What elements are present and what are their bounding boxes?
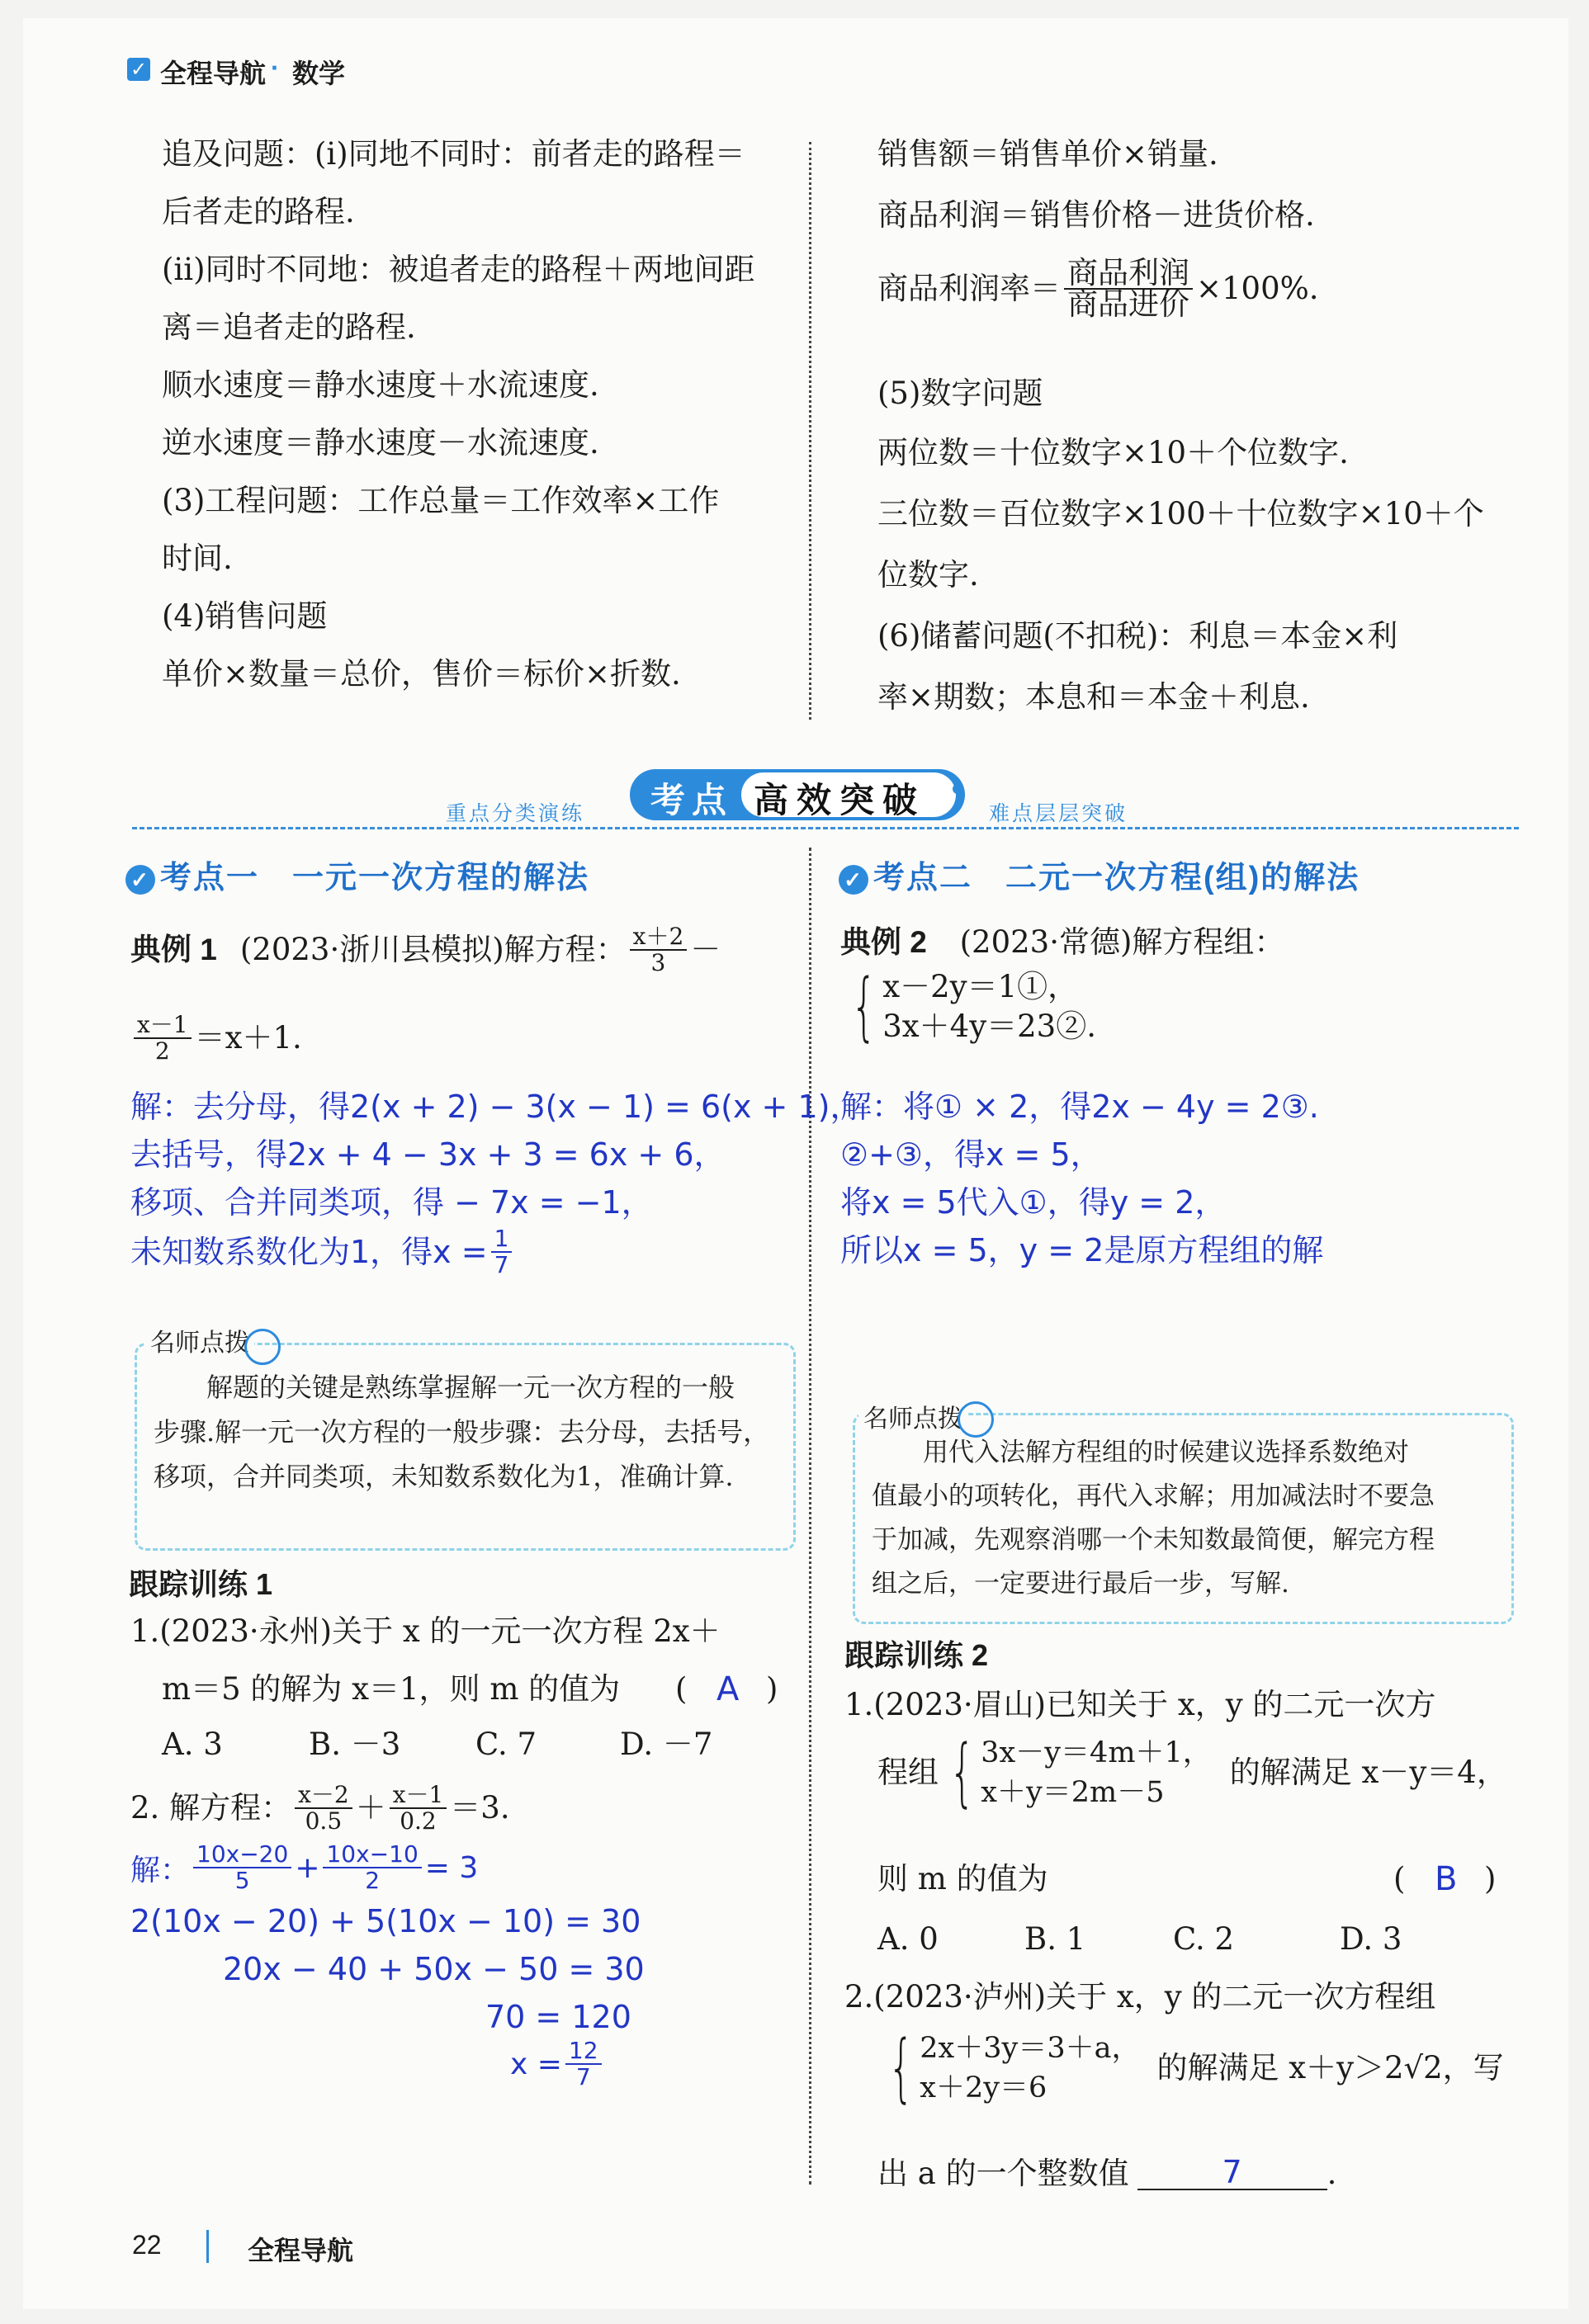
answer-paren-close: ) bbox=[766, 1671, 778, 1707]
text-line: 两位数＝十位数字×10＋个位数字. bbox=[877, 435, 1349, 470]
fraction bbox=[193, 1842, 291, 1893]
answer-paren-close: ) bbox=[1484, 1861, 1497, 1897]
header-dot: · bbox=[271, 53, 280, 83]
footer-separator bbox=[206, 2230, 209, 2263]
solution-text: 解： bbox=[130, 1853, 191, 1887]
question-text: 的解满足 x＋y＞2√2，写 bbox=[1156, 2050, 1504, 2085]
banner-tag: 考点 bbox=[650, 781, 734, 820]
solution-line: 去括号，得2x + 4 − 3x + 3 = 6x + 6， bbox=[130, 1136, 726, 1173]
left-brace-icon: { bbox=[887, 2024, 915, 2111]
solution-line bbox=[510, 2038, 605, 2090]
column-divider bbox=[809, 848, 811, 2185]
banner-dot bbox=[953, 784, 962, 794]
text-line: 后者走的路程. bbox=[162, 194, 355, 229]
fraction-denominator: 5 bbox=[234, 1867, 250, 1894]
fraction-denominator: 商品进价 bbox=[1067, 286, 1189, 322]
fraction-denominator: 3 bbox=[650, 949, 666, 976]
fraction-numerator: 10x−10 bbox=[323, 1842, 421, 1868]
option-a: A. 3 bbox=[162, 1726, 223, 1762]
check-circle-icon: ✓ bbox=[839, 865, 868, 895]
question-2-1: 1.(2023·眉山)已知关于 x，y 的二元一次方 bbox=[844, 1687, 1436, 1722]
text-line: 顺水速度＝静水速度＋水流速度. bbox=[162, 367, 599, 403]
question-2-2: 2.(2023·泸州)关于 x，y 的二元一次方程组 bbox=[844, 1979, 1436, 2015]
banner-title: 高效突破 bbox=[754, 781, 926, 820]
fraction bbox=[565, 2038, 602, 2090]
text-line: 逆水速度＝静水速度－水流速度. bbox=[162, 425, 599, 461]
section-banner bbox=[23, 761, 1568, 827]
tip-line: 用代入法解方程组的时候建议选择系数绝对 bbox=[923, 1438, 1409, 1467]
fraction-denominator: 2 bbox=[365, 1867, 381, 1894]
text-line: (4)销售问题 bbox=[162, 598, 328, 634]
fraction bbox=[491, 1226, 513, 1278]
fraction-numerator: x－2 bbox=[295, 1783, 352, 1809]
equation-line: 3x＋4y＝23②. bbox=[882, 1008, 1096, 1044]
example-text: (2023·浙川县模拟)解方程： bbox=[239, 932, 627, 967]
example-label: 典例 1 bbox=[130, 933, 217, 966]
magnifier-icon bbox=[244, 1329, 281, 1365]
solution-line: 解：将① × 2，得2x − 4y = 2③. bbox=[840, 1089, 1319, 1125]
check-icon: ✓ bbox=[127, 58, 150, 81]
equation-line: 2x＋3y＝3＋a， bbox=[920, 2032, 1141, 2065]
text-line: 位数字. bbox=[877, 557, 979, 593]
question-2-1-system bbox=[877, 1729, 1507, 1816]
fraction-numerator: x＋2 bbox=[630, 924, 688, 951]
solution-line: 将x = 5代入①，得y = 2， bbox=[840, 1184, 1227, 1221]
teacher-tip-label: 名师点拨 bbox=[858, 1398, 967, 1434]
example-1 bbox=[130, 924, 721, 975]
solution-line bbox=[130, 1226, 861, 1278]
header-brand: 全程导航 bbox=[160, 59, 267, 88]
section-heading-2 bbox=[839, 852, 1360, 897]
fraction-denominator: 7 bbox=[575, 2063, 591, 2090]
question-text: 程组 bbox=[877, 1755, 939, 1790]
section-heading-text: 考点一 一元一次方程的解法 bbox=[160, 861, 590, 895]
column-divider bbox=[809, 142, 811, 720]
question-text: 出 a 的一个整数值 bbox=[877, 2156, 1129, 2191]
question-text: 2. 解方程： bbox=[130, 1790, 292, 1826]
equation-tail: ＝x＋1. bbox=[194, 1020, 302, 1056]
question-2-1-cont: 则 m 的值为 bbox=[877, 1861, 1048, 1897]
fraction-numerator: 商品利润 bbox=[1064, 258, 1193, 290]
option-d: D. －7 bbox=[620, 1726, 713, 1762]
check-circle-icon: ✓ bbox=[125, 865, 155, 895]
text-line: 离＝追者走的路程. bbox=[162, 309, 416, 345]
plus-sign: ＋ bbox=[355, 1790, 386, 1826]
equation-line: 3x－y＝4m＋1， bbox=[981, 1736, 1212, 1769]
option-a: A. 0 bbox=[877, 1921, 939, 1957]
text-line: 率×期数；本息和＝本金＋利息. bbox=[877, 679, 1310, 715]
fraction-numerator: x－1 bbox=[390, 1783, 447, 1809]
fraction-denominator: 0.2 bbox=[400, 1807, 437, 1835]
fraction-numerator: 10x−20 bbox=[193, 1842, 291, 1868]
question-1-1 bbox=[130, 1615, 721, 1648]
header-subject: 数学 bbox=[292, 59, 346, 88]
banner-underline bbox=[132, 827, 1519, 829]
fraction bbox=[390, 1783, 447, 1834]
question-1-2 bbox=[130, 1783, 510, 1834]
example-text: (2023·常德)解方程组： bbox=[959, 924, 1285, 960]
tip-line: 组之后，一定要进行最后一步，写解. bbox=[872, 1569, 1289, 1599]
fraction-denominator: 7 bbox=[494, 1251, 509, 1278]
question-text: 1.(2023·永州)关于 x 的一元一次方程 2x＋ bbox=[130, 1613, 721, 1649]
fraction bbox=[630, 924, 688, 975]
solution-line: 20x − 40 + 50x − 50 = 30 bbox=[223, 1951, 645, 1987]
practice-title-1: 跟踪训练 1 bbox=[129, 1567, 273, 1601]
option-b: B. 1 bbox=[1024, 1921, 1086, 1957]
tip-line: 于加减，先观察消哪一个未知数最简便，解完方程 bbox=[872, 1525, 1435, 1555]
solution-1-2-line1 bbox=[130, 1842, 478, 1893]
fraction bbox=[323, 1842, 421, 1893]
page-number: 22 bbox=[132, 2230, 162, 2260]
answer-choice: B bbox=[1435, 1860, 1458, 1898]
question-2-2-cont bbox=[877, 2156, 1336, 2190]
banner-right-text: 难点层层突破 bbox=[989, 802, 1128, 825]
fraction-numerator: 12 bbox=[565, 2038, 602, 2065]
text-line: 追及问题：(i)同地不同时：前者走的路程＝ bbox=[162, 136, 745, 172]
fraction bbox=[1064, 255, 1193, 322]
tip-line: 移项，合并同类项，未知数系数化为1，准确计算. bbox=[154, 1461, 734, 1492]
fraction-numerator: x－1 bbox=[134, 1013, 192, 1039]
section-heading-1 bbox=[125, 852, 589, 897]
solution-1 bbox=[130, 1083, 861, 1278]
profit-rate-formula bbox=[877, 255, 1319, 322]
text-line: 单价×数量＝总价，售价＝标价×折数. bbox=[162, 656, 681, 692]
practice-title-2: 跟踪训练 2 bbox=[844, 1638, 989, 1672]
option-d: D. 3 bbox=[1340, 1921, 1402, 1957]
solution-line: 移项、合并同类项，得 − 7x = −1， bbox=[130, 1184, 653, 1221]
left-brace-icon: { bbox=[850, 963, 877, 1050]
question-1-1-cont: m＝5 的解为 x＝1，则 m 的值为 bbox=[162, 1671, 621, 1707]
text-line: 销售额＝销售单价×销量. bbox=[877, 136, 1218, 172]
solution-2 bbox=[840, 1083, 1323, 1274]
period: . bbox=[1327, 2156, 1337, 2191]
tip-line: 步骤.解一元一次方程的一般步骤：去分母，去括号， bbox=[154, 1416, 770, 1448]
solution-text: x = bbox=[510, 2047, 562, 2081]
solution-line: 2(10x − 20) + 5(10x − 10) = 30 bbox=[130, 1903, 641, 1939]
option-b: B. －3 bbox=[309, 1726, 401, 1762]
section-heading-text: 考点二 二元一次方程(组)的解法 bbox=[873, 861, 1360, 895]
tip-line: 值最小的项转化，再代入求解；用加减法时不要急 bbox=[872, 1481, 1435, 1511]
question-text: 的解满足 x－y＝4， bbox=[1229, 1755, 1507, 1790]
example-2 bbox=[840, 926, 1284, 959]
left-brace-icon: { bbox=[948, 1729, 976, 1816]
solution-line: 所以x = 5，y = 2是原方程组的解 bbox=[840, 1232, 1324, 1268]
text-line: (ii)同时不同地：被追者走的路程＋两地间距 bbox=[162, 252, 755, 287]
solution-line: 70 = 120 bbox=[485, 1999, 631, 2035]
equation-system bbox=[840, 963, 1096, 1050]
answer-choice: A bbox=[716, 1670, 740, 1708]
equation-line: x＋y＝2m－5 bbox=[981, 1776, 1165, 1809]
solution-line: 解：去分母，得2(x + 2) − 3(x − 1) = 6(x + 1)， bbox=[130, 1089, 862, 1125]
page bbox=[23, 18, 1568, 2309]
answer-paren-open: ( bbox=[675, 1671, 688, 1707]
example-1-cont bbox=[130, 1013, 302, 1064]
answer-paren-open: ( bbox=[1393, 1861, 1406, 1897]
fraction-denominator: 0.5 bbox=[305, 1807, 343, 1835]
text-line: 三位数＝百位数字×100＋十位数字×10＋个 bbox=[877, 496, 1484, 531]
fraction-denominator: 2 bbox=[154, 1037, 170, 1065]
banner-left-text: 重点分类演练 bbox=[446, 802, 585, 825]
equation-line: x＋2y＝6 bbox=[920, 2071, 1048, 2104]
solution-line: ②+③，得x = 5， bbox=[840, 1136, 1102, 1173]
text-line: 商品利润＝销售价格－进货价格. bbox=[877, 197, 1315, 233]
fraction bbox=[134, 1013, 192, 1064]
solution-text: = 3 bbox=[424, 1850, 479, 1885]
teacher-tip-text bbox=[154, 1365, 789, 1499]
teacher-tip-text bbox=[872, 1431, 1507, 1606]
plus-sign: + bbox=[295, 1850, 320, 1885]
text-line: (3)工程问题：工作总量＝工作效率×工作 bbox=[162, 483, 720, 518]
question-2-2-system bbox=[877, 2024, 1504, 2111]
minus-sign: － bbox=[690, 932, 721, 967]
equation-line: x－2y＝1①， bbox=[882, 969, 1079, 1004]
fraction-numerator: 1 bbox=[491, 1226, 513, 1253]
example-label: 典例 2 bbox=[840, 925, 927, 959]
option-c: C. 2 bbox=[1173, 1921, 1235, 1957]
footer-brand: 全程导航 bbox=[248, 2236, 354, 2265]
tip-line: 解题的关键是熟练掌握解一元一次方程的一般 bbox=[206, 1372, 735, 1403]
text-line: (6)储蓄问题(不扣税)：利息＝本金×利 bbox=[877, 618, 1398, 654]
text-line: 时间. bbox=[162, 541, 233, 576]
answer-blank[interactable]: 7 bbox=[1137, 2156, 1327, 2190]
equation-tail: ＝3. bbox=[450, 1790, 510, 1826]
text-line: (5)数字问题 bbox=[877, 376, 1043, 411]
option-c: C. 7 bbox=[475, 1726, 537, 1762]
teacher-tip-label: 名师点拨 bbox=[145, 1322, 254, 1358]
text-line: 商品利润率＝ bbox=[877, 271, 1061, 306]
solution-text: 未知数系数化为1，得x = bbox=[130, 1234, 488, 1270]
text-line: ×100%. bbox=[1196, 271, 1319, 306]
fraction bbox=[295, 1783, 352, 1834]
